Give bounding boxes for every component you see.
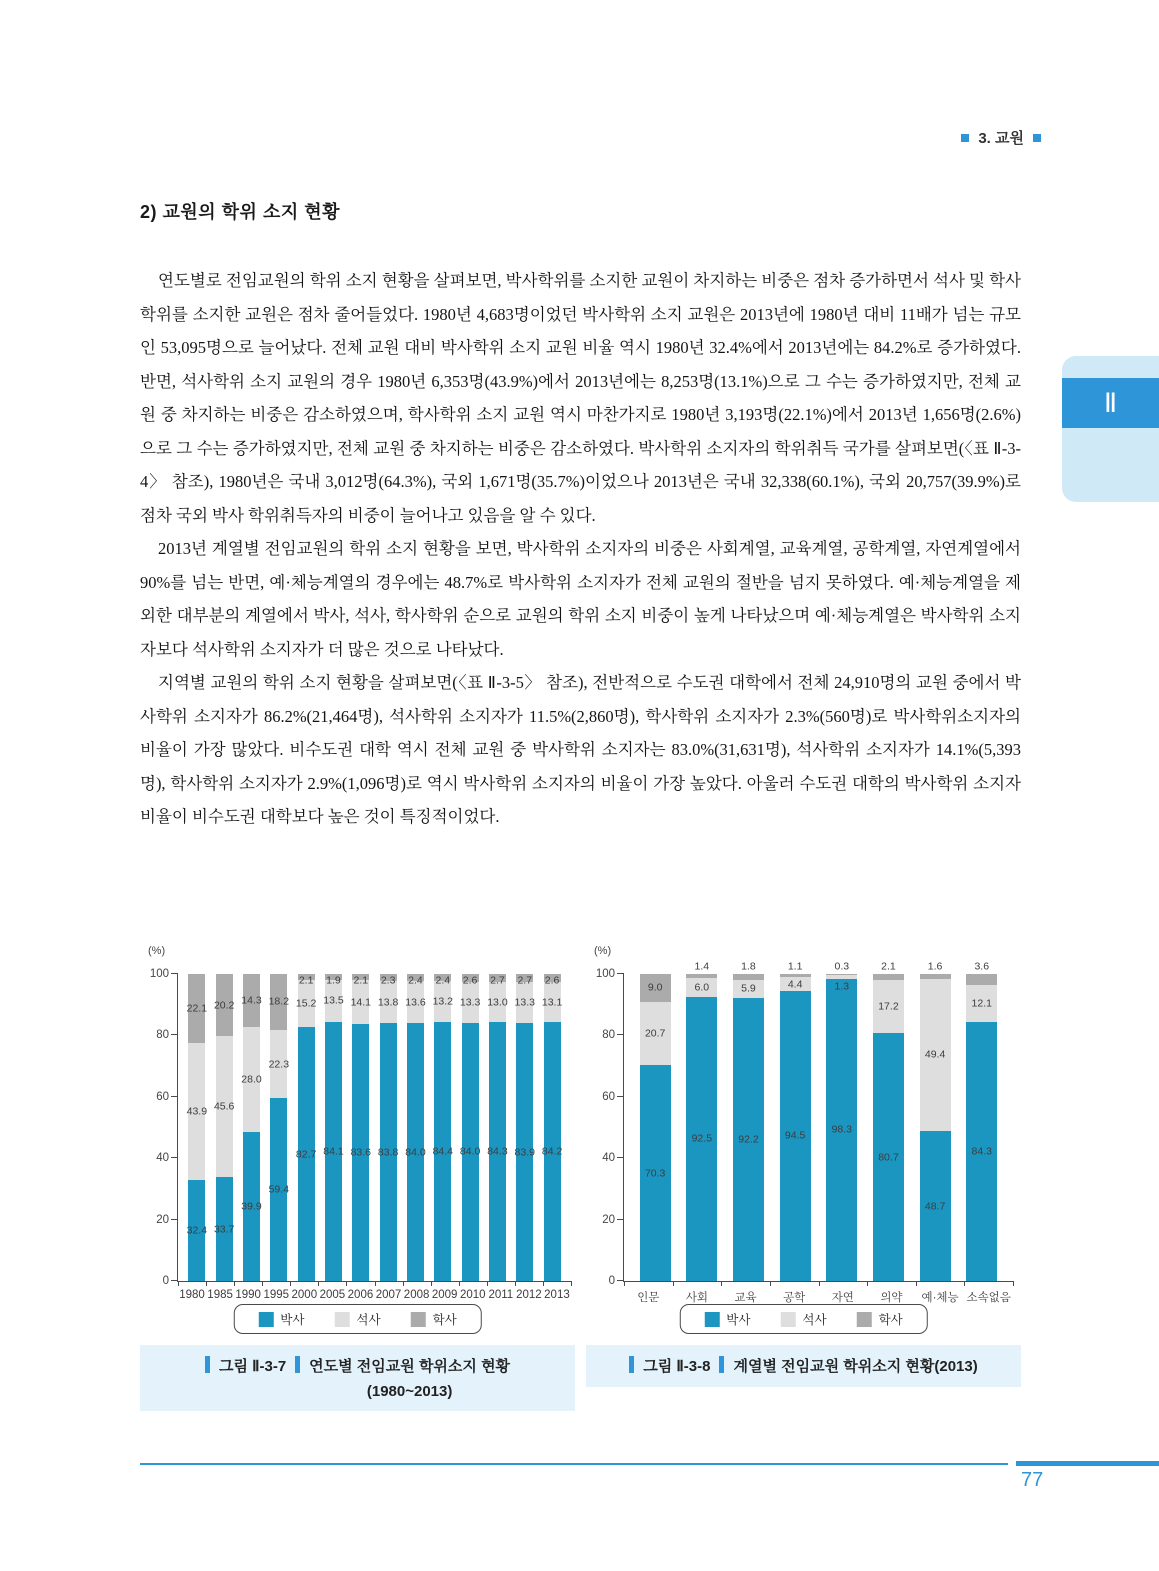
x-axis-category-label: 예·체능 <box>921 1292 959 1304</box>
caption-marker-icon <box>719 1356 724 1373</box>
x-axis-tick <box>1013 1281 1014 1286</box>
bar-segment-bachelor <box>966 974 997 985</box>
legend-label: 석사 <box>802 1313 827 1327</box>
bar-value-label: 1.3 <box>834 980 850 993</box>
x-axis-tick <box>867 1281 868 1286</box>
bar-value-label: 13.6 <box>405 996 426 1008</box>
x-axis-category-label: 2010 <box>459 1289 486 1301</box>
y-axis-tick <box>617 1280 624 1281</box>
y-axis-tick-label: 80 <box>602 1029 615 1042</box>
x-axis-tick <box>964 1281 965 1286</box>
figure-title: 계열별 전임교원 학위소지 현황(2013) <box>733 1358 978 1375</box>
figures-row <box>140 940 1021 1420</box>
bar-value-label: 84.0 <box>405 1145 426 1158</box>
x-axis-tick <box>916 1281 917 1286</box>
bar-segment-master <box>826 975 857 979</box>
bar-value-label: 3.6 <box>974 960 990 973</box>
y-axis-tick-label: 20 <box>156 1213 169 1226</box>
bar-value-label: 9.0 <box>647 981 663 994</box>
bar-예·체능 <box>920 960 951 1281</box>
bar-2007 <box>377 973 399 1281</box>
bar-자연 <box>826 960 857 1281</box>
y-axis-unit-label: (%) <box>594 945 612 957</box>
bar-value-label: 43.9 <box>186 1105 208 1118</box>
bar-value-label: 2.1 <box>881 960 896 973</box>
bar-value-label: 13.3 <box>514 996 535 1009</box>
bar-2006 <box>350 973 372 1281</box>
bar-value-label: 2.1 <box>353 973 369 986</box>
plot-area <box>595 960 1013 1304</box>
x-axis-category-label: 1980 <box>179 1289 205 1301</box>
figure-number: 그림 Ⅱ-3-7 <box>218 1358 287 1375</box>
legend-swatch-doctor <box>258 1312 273 1327</box>
page-number: 77 <box>1021 1469 1044 1491</box>
bar-segment-bachelor <box>733 974 764 980</box>
x-axis-tick <box>346 1281 347 1286</box>
x-axis-tick <box>290 1281 291 1286</box>
bar-value-label: 49.4 <box>924 1048 946 1061</box>
bar-value-label: 33.7 <box>213 1222 235 1235</box>
figure-subtitle: (1980~2013) <box>366 1383 453 1400</box>
bar-value-label: 2.1 <box>298 973 314 986</box>
bar-value-label: 28.0 <box>241 1073 262 1086</box>
y-axis-tick <box>171 1034 178 1035</box>
x-axis-tick <box>206 1281 207 1286</box>
x-axis-tick <box>571 1281 572 1286</box>
bar-value-label: 84.0 <box>459 1145 481 1158</box>
y-axis-tick-label: 60 <box>602 1090 615 1103</box>
y-axis-tick <box>171 1219 178 1220</box>
y-axis-tick-label: 60 <box>156 1090 169 1103</box>
bar-교육 <box>733 960 764 1281</box>
bar-value-label: 84.3 <box>487 1145 508 1158</box>
bar-value-label: 2.6 <box>462 973 478 986</box>
x-axis-category-label: 2013 <box>544 1289 570 1301</box>
bar-value-label: 18.2 <box>268 995 290 1008</box>
legend-label: 학사 <box>878 1313 903 1327</box>
x-axis-category-label: 2011 <box>488 1289 514 1301</box>
x-axis-tick <box>403 1281 404 1286</box>
paragraph: 연도별로 전임교원의 학위 소지 현황을 살펴보면, 박사학위를 소지한 교원이 차지하는 비중은 점차 증가하면서 석사 및 학사학위를 소지한 교원은 점차 줄어들었다. 1980년 4,683명이었던 박사학위 소지 교원은 2013년에 1980년 대비 11배가 넘는 규모인 53,095명으로 늘어났다. 전체 교원 대비 박사학위 소지 교원 비율 역시 1980년 32.4%에서 2013년에는 84.2%로 증가하였다. 반면, 석사학위 소지 교원의 경우 1980년 6,353명(43.9%)에서 2013년에는 8,253명(13.1%)으로 그 수는 증가하였지만, 전체 교원 중 차지하는 비중은 감소하였으며, 학사학위 소지 교원 역시 마찬가지로 1980년 3,193명(22.1%)에서 2013년 1,656명(2.6%)으로 그 수는 증가하였지만, 전체 교원 중 차지하는 비중은 감소하였다. 박사학위 소지자의 학위취득 국가를 살펴보면(〈표 Ⅱ-3-4〉 참조), 1980년은 국내 3,012명(64.3%), 국외 1,671명(35.7%)이었으나 2013년은 국내 32,338(60.1%), 국외 20,757(39.9%)로 점차 국외 박사 학위취득자의 비중이 늘어나고 있음을 알 수 있다. <box>140 271 1021 525</box>
figure-number: 그림 Ⅱ-3-8 <box>643 1358 711 1375</box>
bar-value-label: 13.5 <box>323 994 344 1007</box>
x-axis-tick <box>515 1281 516 1286</box>
legend-item-master <box>334 1310 380 1328</box>
bar-2005 <box>325 974 342 1281</box>
chart-legend <box>233 1304 481 1334</box>
header-section-label: 3. 교원 <box>978 130 1024 147</box>
bar-value-label: 15.2 <box>295 997 317 1010</box>
x-axis-tick <box>459 1281 460 1286</box>
x-axis-tick <box>178 1281 179 1286</box>
bar-value-label: 14.1 <box>350 995 372 1008</box>
bar-value-label: 59.4 <box>268 1183 290 1196</box>
legend-label: 학사 <box>432 1313 457 1327</box>
section-title: 2) 교원의 학위 소지 현황 <box>140 202 340 222</box>
x-axis-category-label: 2006 <box>347 1289 374 1301</box>
bar-value-label: 83.6 <box>350 1146 372 1159</box>
x-axis-tick <box>375 1281 376 1286</box>
y-axis-tick-label: 100 <box>149 968 169 980</box>
x-axis-category-label: 2000 <box>291 1289 318 1301</box>
bar-인문 <box>640 974 671 1281</box>
x-axis-category-label: 의약 <box>880 1292 903 1304</box>
bar-value-label: 82.7 <box>295 1147 317 1160</box>
bar-value-label: 2.7 <box>490 973 505 986</box>
caption-marker-icon <box>629 1356 634 1373</box>
bar-segment-bachelor <box>920 974 951 979</box>
bar-사회 <box>686 960 717 1281</box>
x-axis-category-label: 1995 <box>263 1289 290 1301</box>
y-axis-tick-label: 100 <box>595 968 615 980</box>
bar-value-label: 13.0 <box>487 996 508 1008</box>
bar-value-label: 94.5 <box>784 1129 806 1142</box>
bar-value-label: 39.9 <box>241 1200 262 1213</box>
chart-field-degree <box>586 940 1021 1420</box>
bar-value-label: 13.1 <box>541 995 563 1008</box>
bar-2010 <box>459 973 481 1281</box>
bar-value-label: 2.6 <box>544 973 560 986</box>
bar-value-label: 12.1 <box>971 997 992 1010</box>
legend-item-master <box>780 1310 826 1328</box>
x-axis-tick <box>262 1281 263 1286</box>
bar-1980 <box>186 974 208 1281</box>
y-axis-tick-label: 20 <box>602 1213 615 1226</box>
chapter-side-tab <box>1062 356 1159 502</box>
bar-value-label: 5.9 <box>741 982 756 995</box>
bar-value-label: 83.9 <box>514 1145 535 1158</box>
bar-segment-bachelor <box>873 974 904 980</box>
legend-item-doctor <box>704 1310 750 1328</box>
x-axis-tick <box>431 1281 432 1286</box>
bar-value-label: 83.8 <box>377 1146 399 1158</box>
legend-swatch-doctor <box>704 1312 719 1327</box>
legend-label: 박사 <box>280 1313 305 1327</box>
x-axis-tick <box>721 1281 722 1286</box>
x-axis-tick <box>543 1281 544 1286</box>
x-axis-tick <box>770 1281 771 1286</box>
bar-value-label: 84.3 <box>971 1145 992 1158</box>
y-axis-tick-label: 0 <box>162 1275 169 1287</box>
x-axis-category-label: 1990 <box>235 1289 261 1301</box>
bar-소속없음 <box>966 960 997 1281</box>
y-axis-tick-label: 80 <box>156 1029 169 1042</box>
caption-marker-icon <box>205 1356 210 1373</box>
header-square-icon <box>961 134 969 142</box>
bar-value-label: 48.7 <box>924 1199 946 1212</box>
bar-2011 <box>489 974 506 1281</box>
legend-swatch-master <box>334 1312 349 1327</box>
legend-item-doctor <box>258 1310 304 1328</box>
bar-1990 <box>243 974 260 1281</box>
legend-swatch-bachelor <box>857 1312 872 1327</box>
y-axis-tick <box>617 1034 624 1035</box>
x-axis-category-label: 2007 <box>375 1289 402 1301</box>
bar-value-label: 1.1 <box>787 960 803 973</box>
caption-marker-icon <box>295 1356 300 1373</box>
figure-caption <box>140 1345 575 1411</box>
paragraph: 2013년 계열별 전임교원의 학위 소지 현황을 보면, 박사학위 소지자의 비중은 사회계열, 교육계열, 공학계열, 자연계열에서 90%를 넘는 반면, 예·체능계열의 경우에는 48.7%로 박사학위 소지자가 전체 교원의 절반을 넘지 못하였다. 예·체능계열을 제외한 대부분의 계열에서 박사, 석사, 학사학위 순으로 교원의 학위 소지 비중이 높게 나타났으며 예·체능계열은 박사학위 소지자보다 석사학위 소지자가 더 많은 것으로 나타났다. <box>140 539 1021 659</box>
bar-value-label: 92.5 <box>691 1132 713 1145</box>
bar-2012 <box>516 974 533 1281</box>
bar-value-label: 20.7 <box>644 1027 666 1040</box>
footer-accent-bar <box>1016 1461 1159 1466</box>
x-axis-tick <box>487 1281 488 1286</box>
header-square-icon <box>1033 134 1041 142</box>
x-axis-category-label: 2012 <box>516 1289 542 1301</box>
figure-caption <box>586 1345 1021 1387</box>
y-axis-tick-label: 40 <box>602 1152 615 1165</box>
bar-2013 <box>541 973 563 1281</box>
x-axis-tick <box>819 1281 820 1286</box>
legend-swatch-bachelor <box>411 1312 426 1327</box>
y-axis-tick <box>617 1157 624 1158</box>
x-axis-category-label: 공학 <box>783 1292 806 1304</box>
x-axis-tick <box>673 1281 674 1286</box>
bar-value-label: 14.3 <box>241 994 262 1007</box>
bar-value-label: 2.3 <box>380 973 396 986</box>
figure-title: 연도별 전임교원 학위소지 현황 <box>309 1358 511 1375</box>
y-axis-tick <box>171 973 178 974</box>
bar-value-label: 13.3 <box>459 996 481 1009</box>
legend-label: 박사 <box>726 1313 751 1327</box>
footer-rule <box>140 1463 1008 1465</box>
x-axis-category-label: 2008 <box>403 1289 430 1301</box>
bar-value-label: 1.9 <box>326 973 341 986</box>
y-axis-tick <box>617 973 624 974</box>
bar-segment-bachelor <box>780 974 811 977</box>
x-axis-category-label: 인문 <box>637 1292 660 1304</box>
running-header <box>961 127 1041 148</box>
bar-1995 <box>268 974 290 1281</box>
x-axis-category-label: 소속없음 <box>966 1292 1011 1304</box>
legend-label: 석사 <box>356 1313 381 1327</box>
x-axis-tick <box>318 1281 319 1286</box>
x-axis-category-label: 자연 <box>831 1292 854 1304</box>
bar-value-label: 84.4 <box>432 1145 453 1158</box>
bar-value-label: 2.7 <box>517 973 533 986</box>
bar-value-label: 92.2 <box>738 1133 759 1146</box>
bar-value-label: 6.0 <box>694 981 710 994</box>
bar-value-label: 20.2 <box>213 998 235 1011</box>
bar-value-label: 32.4 <box>186 1224 208 1237</box>
x-axis-category-label: 2005 <box>319 1289 346 1301</box>
bar-value-label: 70.3 <box>644 1166 666 1179</box>
plot-area <box>149 968 571 1301</box>
bar-value-label: 13.2 <box>432 995 453 1008</box>
bar-value-label: 22.3 <box>268 1057 290 1070</box>
legend-swatch-master <box>780 1312 795 1327</box>
y-axis-tick <box>617 1096 624 1097</box>
bar-value-label: 1.4 <box>694 960 710 973</box>
x-axis-category-label: 2009 <box>431 1289 458 1301</box>
x-axis-category-label: 사회 <box>685 1292 709 1304</box>
y-axis-tick-label: 0 <box>608 1275 615 1287</box>
bar-value-label: 2.4 <box>435 973 451 986</box>
chart-yearly-degree <box>140 940 575 1420</box>
bar-2008 <box>407 974 424 1281</box>
bar-1985 <box>213 974 235 1281</box>
bar-value-label: 4.4 <box>787 977 803 990</box>
x-axis-category-label: 1985 <box>207 1289 233 1301</box>
bar-의약 <box>873 960 904 1281</box>
bars-container <box>624 960 1013 1281</box>
y-axis-tick <box>171 1096 178 1097</box>
bar-공학 <box>780 960 811 1281</box>
bars-container <box>178 974 571 1281</box>
bar-value-label: 80.7 <box>878 1150 899 1163</box>
bar-value-label: 0.3 <box>834 960 850 973</box>
y-axis-tick <box>171 1157 178 1158</box>
x-axis-tick <box>234 1281 235 1286</box>
bar-value-label: 1.6 <box>927 960 943 973</box>
x-axis-tick <box>624 1281 625 1286</box>
y-axis-tick <box>617 1219 624 1220</box>
chapter-side-tab-label: Ⅱ <box>1062 378 1159 428</box>
y-axis-tick <box>171 1280 178 1281</box>
bar-value-label: 17.2 <box>878 1000 899 1013</box>
bar-value-label: 45.6 <box>213 1100 235 1113</box>
y-axis-unit-label: (%) <box>148 945 166 957</box>
bar-value-label: 2.4 <box>408 973 423 986</box>
paragraph: 지역별 교원의 학위 소지 현황을 살펴보면(〈표 Ⅱ-3-5〉 참조), 전반적으로 수도권 대학에서 전체 24,910명의 교원 중에서 박사학위 소지자가 86.2%(21,464명), 석사학위 소지자가 11.5%(2,860명), 학사학위 소지자가 2.3%(560명)로 박사학위소지자의 비율이 가장 많았다. 비수도권 대학 역시 전체 교원 중 박사학위 소지자는 83.0%(31,631명), 석사학위 소지자가 14.1%(5,393명), 학사학위 소지자가 2.9%(1,096명)로 역시 박사학위 소지자의 비율이 가장 높았다. 아울러 수도권 대학의 박사학위 소지자 비율이 비수도권 대학보다 높은 것이 특징적이었다. <box>140 673 1021 826</box>
body-text <box>140 264 1021 834</box>
bar-segment-bachelor <box>686 974 717 978</box>
bar-2000 <box>295 973 317 1281</box>
bar-value-label: 13.8 <box>377 996 399 1009</box>
bar-value-label: 98.3 <box>831 1123 852 1136</box>
legend-item-bachelor <box>411 1310 457 1328</box>
bar-segment-bachelor <box>826 974 857 975</box>
bar-value-label: 84.1 <box>323 1145 344 1158</box>
bar-value-label: 84.2 <box>541 1145 563 1158</box>
bar-2009 <box>434 974 451 1281</box>
y-axis-tick-label: 40 <box>156 1152 169 1165</box>
legend-item-bachelor <box>857 1310 903 1328</box>
x-axis-category-label: 교육 <box>734 1292 757 1304</box>
bar-value-label: 22.1 <box>186 1002 208 1015</box>
bar-value-label: 1.8 <box>741 960 756 973</box>
chart-legend <box>679 1304 927 1334</box>
